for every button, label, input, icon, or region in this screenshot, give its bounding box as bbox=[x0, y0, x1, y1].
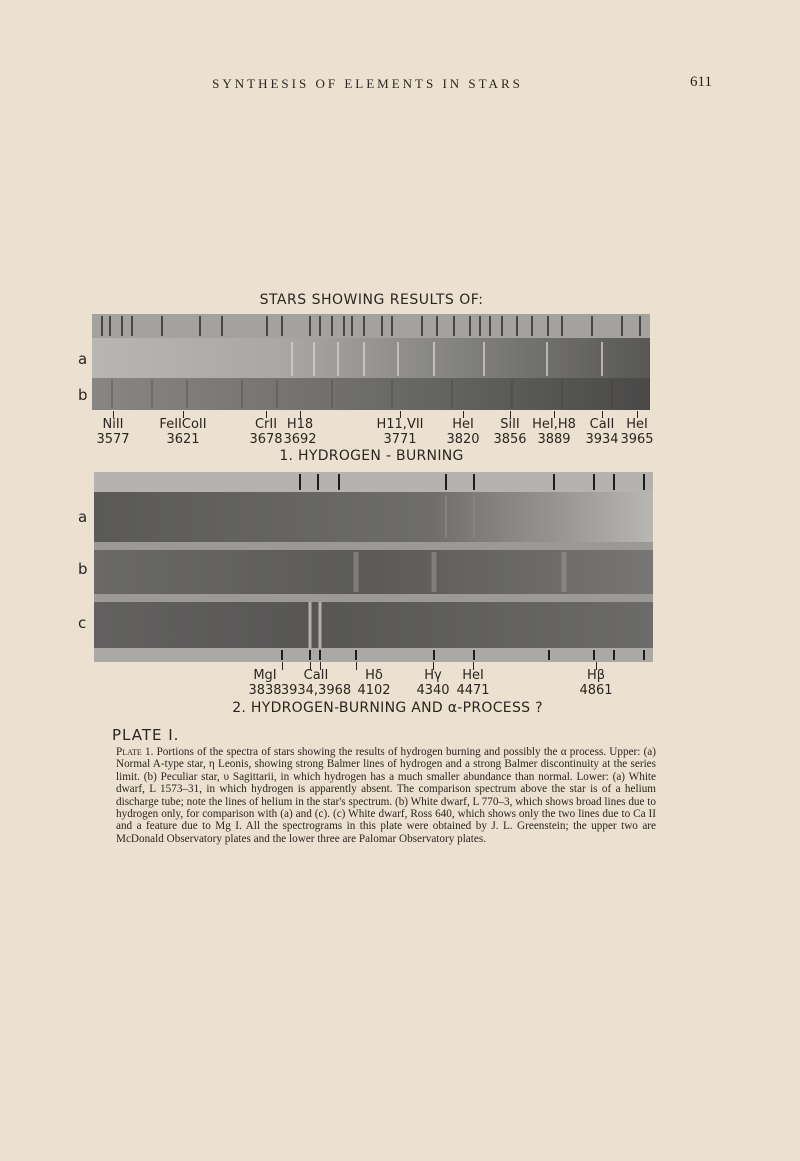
running-head: SYNTHESIS OF ELEMENTS IN STARS bbox=[212, 76, 523, 91]
spectrogram-image-2 bbox=[94, 472, 653, 662]
line-label: SiII 3856 bbox=[493, 417, 527, 447]
line-label: Hγ 4340 bbox=[416, 668, 450, 698]
row-label-a: a bbox=[78, 508, 88, 526]
line-label: MgI 3838 bbox=[248, 668, 282, 698]
row-label-b: b bbox=[78, 560, 88, 578]
line-label: HeI 3820 bbox=[446, 417, 480, 447]
figure-title: STARS SHOWING RESULTS OF: bbox=[259, 292, 484, 308]
spectrogram-graphic bbox=[92, 314, 650, 410]
line-label: H11,VII 3771 bbox=[376, 417, 424, 447]
line-label: HeI 4471 bbox=[456, 668, 490, 698]
plate-caption-lead: Plate 1. bbox=[116, 746, 154, 758]
panel1-caption: 1. HYDROGEN - BURNING bbox=[279, 448, 464, 464]
plate-caption-text: Portions of the spectra of stars showing the results of hydrogen burning and possibly the α process. Upper: (a) Normal A-type star, η Leonis, showing strong Balmer lines of hydrogen and a strong Balmer discontinuity at the series limit. (b) Peculiar star, υ Sagittarii, in which hydrogen has a much smaller abundance than normal. Lower: (a) White dwarf, L 1573–31, in which hydrogen is apparently absent. The comparison spectrum above the star is of a helium discharge tube; note the lines of helium in the star's spectrum. (b) White dwarf, L 770–3, which shows broad lines due to hydrogen only, for comparison with (a) and (c). (c) White dwarf, Ross 640, which shows only the two lines due to Ca II and a feature due to Mg I. All the spectrograms in this plate were obtained by J. L. Greenstein; the upper two are McDonald Observatory plates and the lower three are Palomar Observatory plates. bbox=[116, 746, 656, 845]
row-label-c: c bbox=[78, 614, 87, 632]
line-label: Hβ 4861 bbox=[579, 668, 613, 698]
spectrogram-image bbox=[92, 314, 650, 410]
spectrogram-graphic-2 bbox=[94, 472, 653, 662]
page-number: 611 bbox=[690, 74, 712, 90]
line-label: HeI,H8 3889 bbox=[532, 417, 576, 447]
line-label: CaII 3934 bbox=[585, 417, 619, 447]
row-label-b: b bbox=[78, 386, 88, 404]
line-label: H18 3692 bbox=[283, 417, 317, 447]
row-label-a: a bbox=[78, 350, 88, 368]
plate-label: PLATE I. bbox=[112, 726, 180, 744]
line-label: HeI 3965 bbox=[620, 417, 654, 447]
line-label: CrII 3678 bbox=[249, 417, 283, 447]
line-label: Hδ 4102 bbox=[357, 668, 391, 698]
plate-caption bbox=[116, 746, 656, 845]
panel2-caption: 2. HYDROGEN-BURNING AND α-PROCESS ? bbox=[232, 700, 543, 716]
line-label: NiII 3577 bbox=[96, 417, 130, 447]
line-label: FeIICoII 3621 bbox=[159, 417, 207, 447]
line-label: CaII 3934,3968 bbox=[280, 668, 352, 698]
